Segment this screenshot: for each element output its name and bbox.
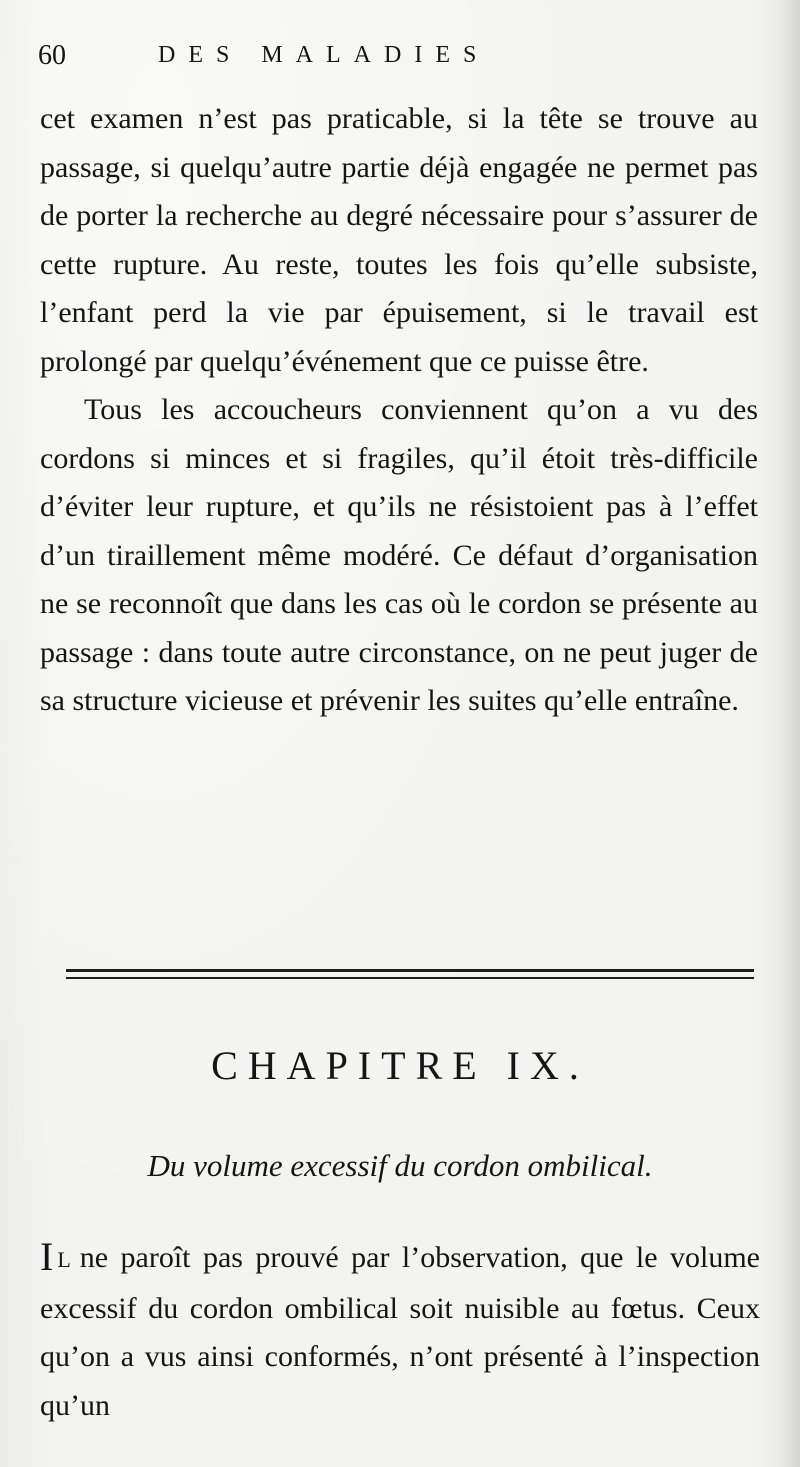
drop-cap: I — [40, 1234, 54, 1279]
running-title: DES MALADIES — [158, 42, 490, 68]
paragraph-2: Tous les accoucheurs conviennent qu’on a vu des cordons si minces et si fragiles, qu’il étoit très-difficile d’éviter leur rupture, et qu’ils ne résistoient pas à l’effet d’un tiraillement même modéré. Ce défaut d’organisation ne se reconnoît que dans les cas où le cordon se présente au passage : dans toute autre circonstance, on ne peut juger de sa structure vicieuse et prévenir les suites qu’elle entraîne. — [40, 393, 758, 717]
paragraph-1: cet examen n’est pas praticable, si la tête se trouve au passage, si quelqu’autre partie déjà engagée ne permet pas de porter la recherche au degré nécessaire pour s’assurer de cette rupture. Au reste, toutes les fois qu’elle subsiste, l’enfant perd la vie par épuisement, si le travail est prolongé par quelqu’événement que ce puisse être. — [40, 102, 758, 378]
chapter-text: ne paroît pas prouvé par l’observation, que le volume excessif du cordon ombilical soit nuisible au fœtus. Ceux qu’on a vus ainsi conformés, n’ont présenté à l’inspection qu’un — [40, 1241, 760, 1422]
section-rule-top — [66, 969, 754, 972]
page-header — [38, 40, 758, 80]
section-rule-bottom — [66, 977, 754, 979]
page-edge-shadow — [776, 0, 800, 1467]
chapter-paragraph — [40, 1233, 760, 1430]
chapter-subtitle: Du volume excessif du cordon ombilical. — [147, 1148, 653, 1183]
page-number: 60 — [38, 40, 66, 71]
chapter-title: CHAPITRE IX. — [211, 1043, 589, 1088]
small-cap: L — [57, 1247, 72, 1272]
body-text — [40, 95, 758, 726]
